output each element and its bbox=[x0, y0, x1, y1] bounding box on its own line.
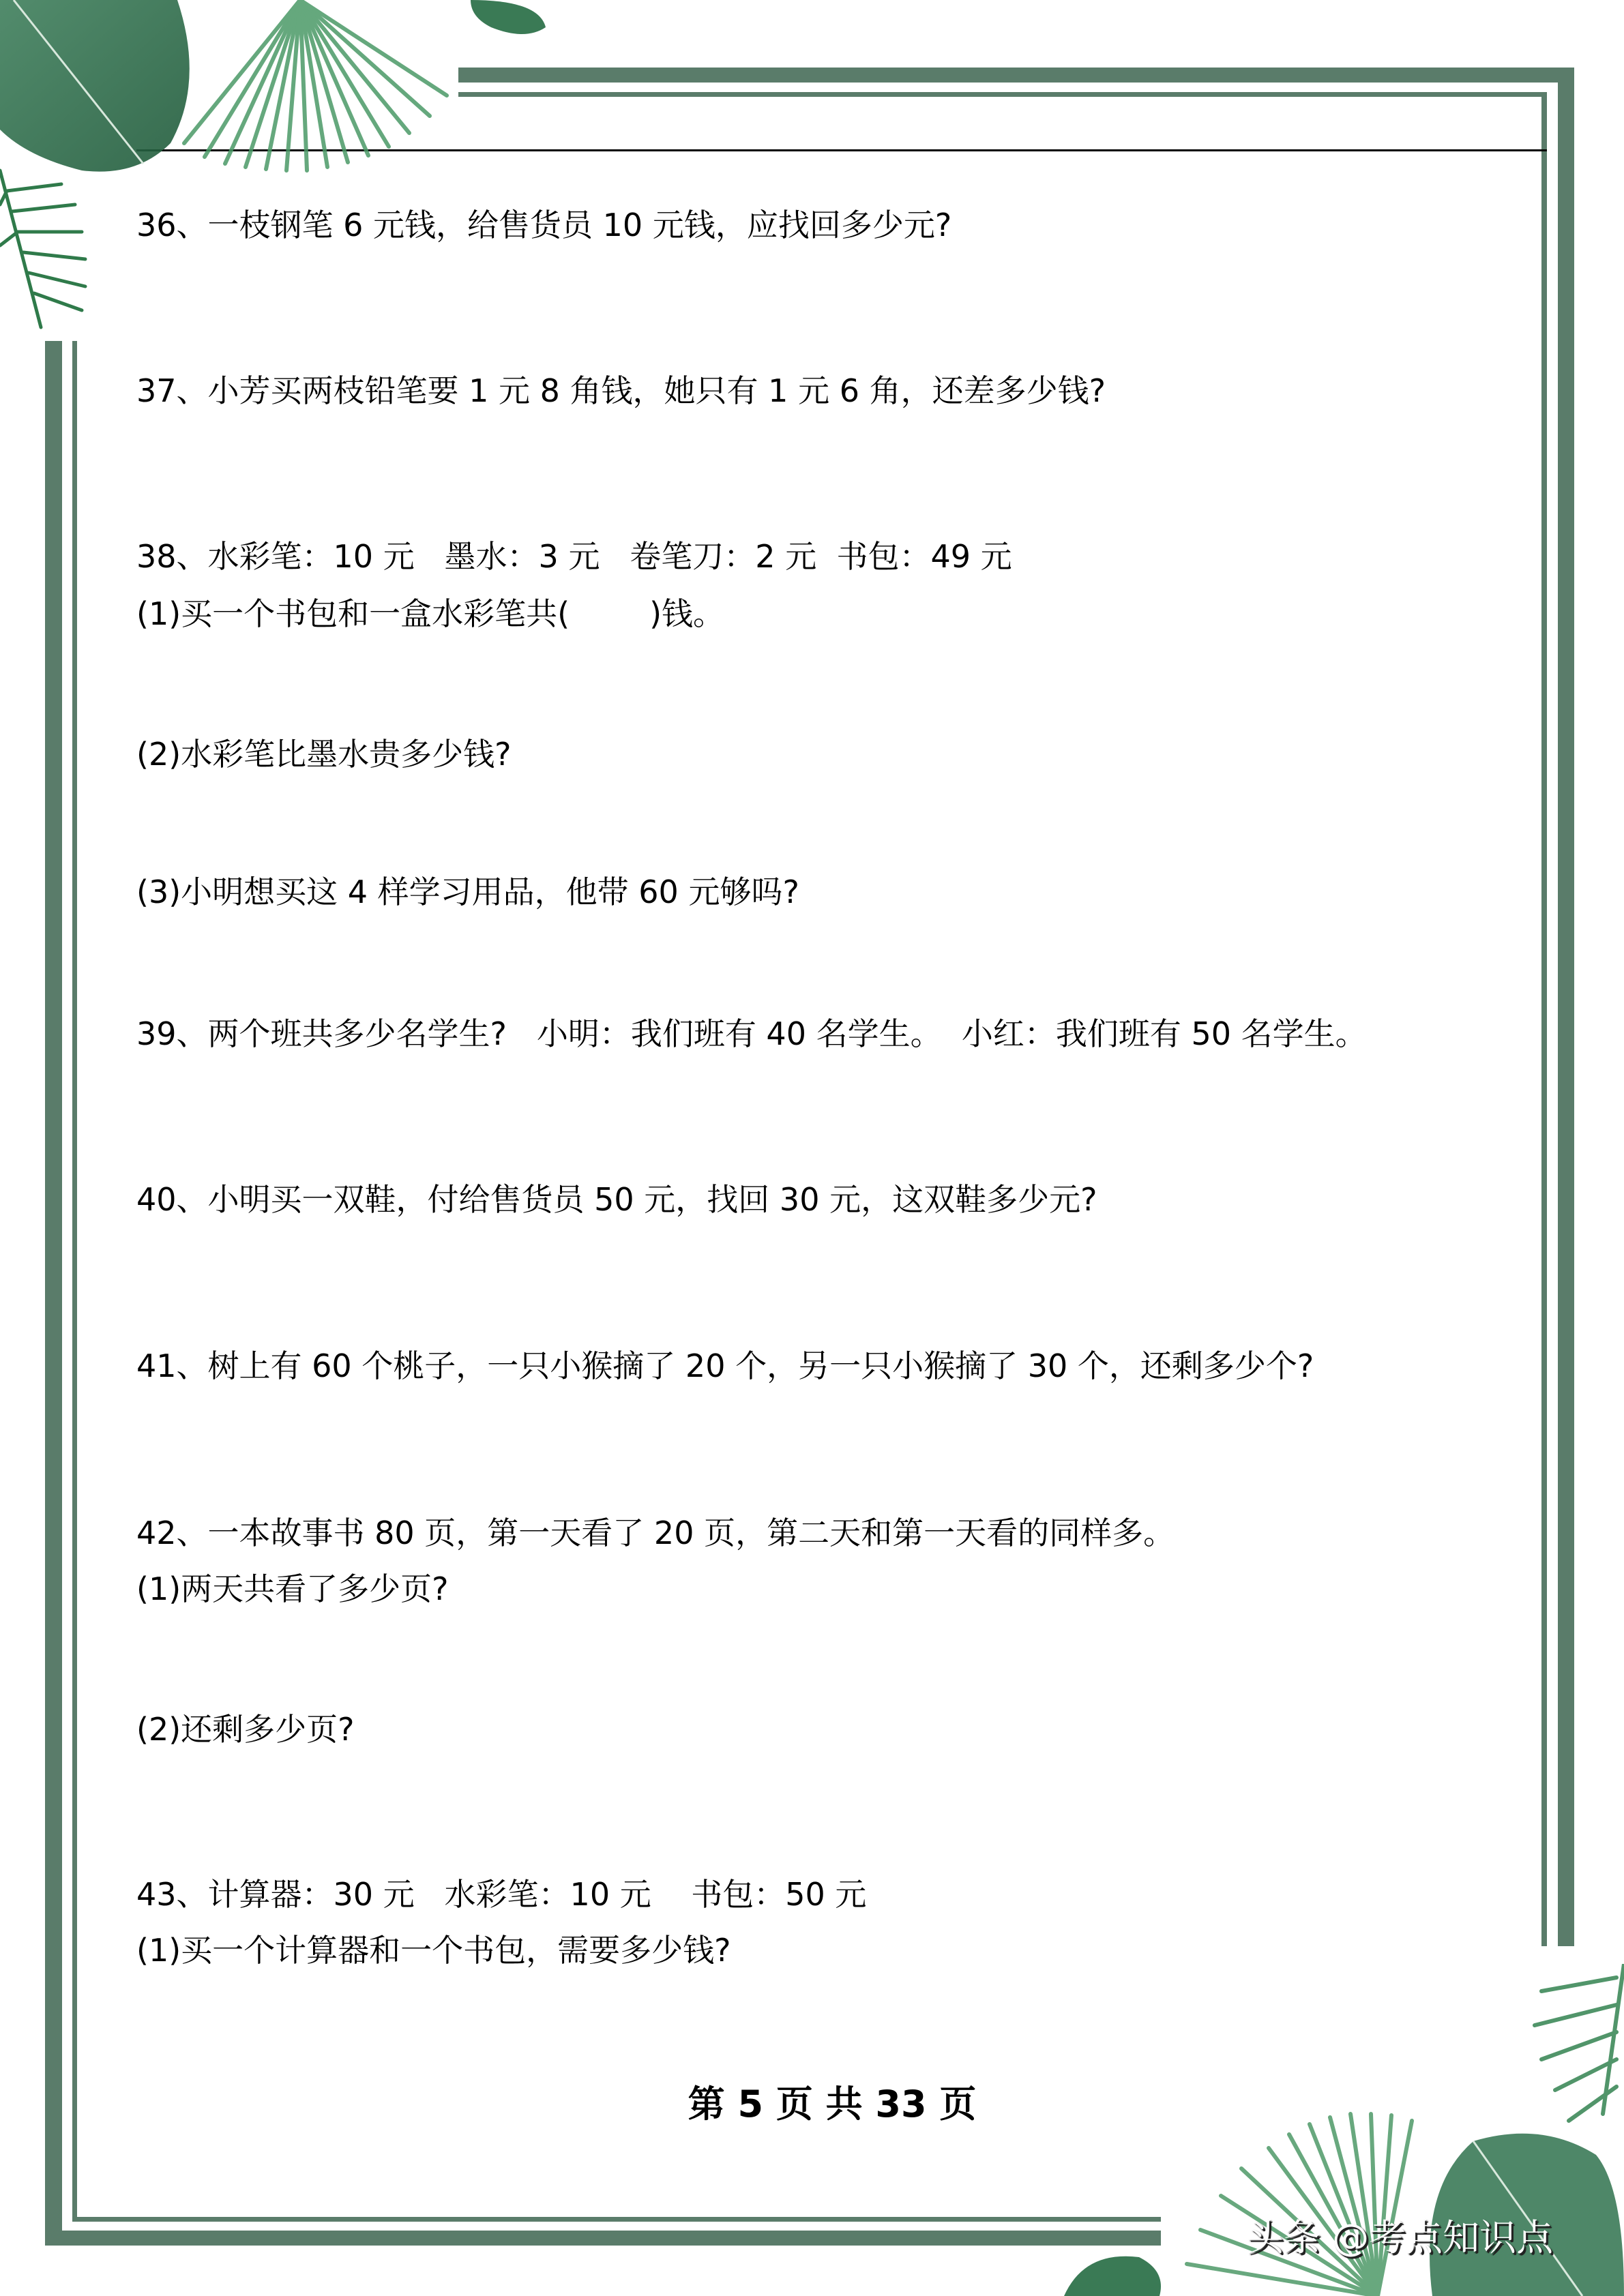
frame-inner-right bbox=[1541, 92, 1547, 1946]
watermark: 头条 @考点知识点 bbox=[1247, 2216, 1554, 2259]
frame-inner-bottom bbox=[72, 2217, 1161, 2222]
question-38-part-1: (1)买一个书包和一盒水彩笔共( )钱。 bbox=[136, 595, 725, 632]
question-42-part-2: (2)还剩多少页? bbox=[136, 1711, 355, 1748]
question-38-part-3: (3)小明想买这 4 样学习用品，他带 60 元够吗? bbox=[136, 874, 799, 910]
question-41: 41、树上有 60 个桃子，一只小猴摘了 20 个，另一只小猴摘了 30 个，还剩多少个? bbox=[136, 1347, 1314, 1384]
question-40: 40、小明买一双鞋，付给售货员 50 元，找回 30 元，这双鞋多少元? bbox=[136, 1181, 1097, 1218]
question-39: 39、两个班共多少名学生? 小明：我们班有 40 名学生。 小红：我们班有 50 名学生。 bbox=[136, 1015, 1367, 1052]
frame-inner-top bbox=[458, 92, 1547, 97]
question-42-part-1: (1)两天共看了多少页? bbox=[136, 1570, 449, 1607]
question-43-part-1: (1)买一个计算器和一个书包，需要多少钱? bbox=[136, 1932, 731, 1969]
frame-outer-top bbox=[458, 68, 1574, 83]
frame-outer-right bbox=[1558, 68, 1574, 1946]
question-36: 36、一枝钢笔 6 元钱，给售货员 10 元钱，应找回多少元? bbox=[136, 207, 952, 243]
frame-outer-left bbox=[45, 341, 62, 2246]
question-38: 38、水彩笔：10 元 墨水：3 元 卷笔刀：2 元 书包：49 元 bbox=[136, 538, 1012, 575]
leaf-decoration-top-left bbox=[0, 0, 559, 355]
question-43: 43、计算器：30 元 水彩笔：10 元 书包：50 元 bbox=[136, 1876, 867, 1913]
frame-inner-left bbox=[72, 341, 77, 2222]
question-42: 42、一本故事书 80 页，第一天看了 20 页，第二天和第一天看的同样多。 bbox=[136, 1515, 1175, 1551]
page-number: 第 5 页 共 33 页 bbox=[688, 2083, 977, 2126]
question-38-part-2: (2)水彩笔比墨水贵多少钱? bbox=[136, 736, 512, 773]
question-37: 37、小芳买两枝铅笔要 1 元 8 角钱，她只有 1 元 6 角，还差多少钱? bbox=[136, 372, 1106, 409]
frame-outer-bottom bbox=[45, 2231, 1161, 2246]
